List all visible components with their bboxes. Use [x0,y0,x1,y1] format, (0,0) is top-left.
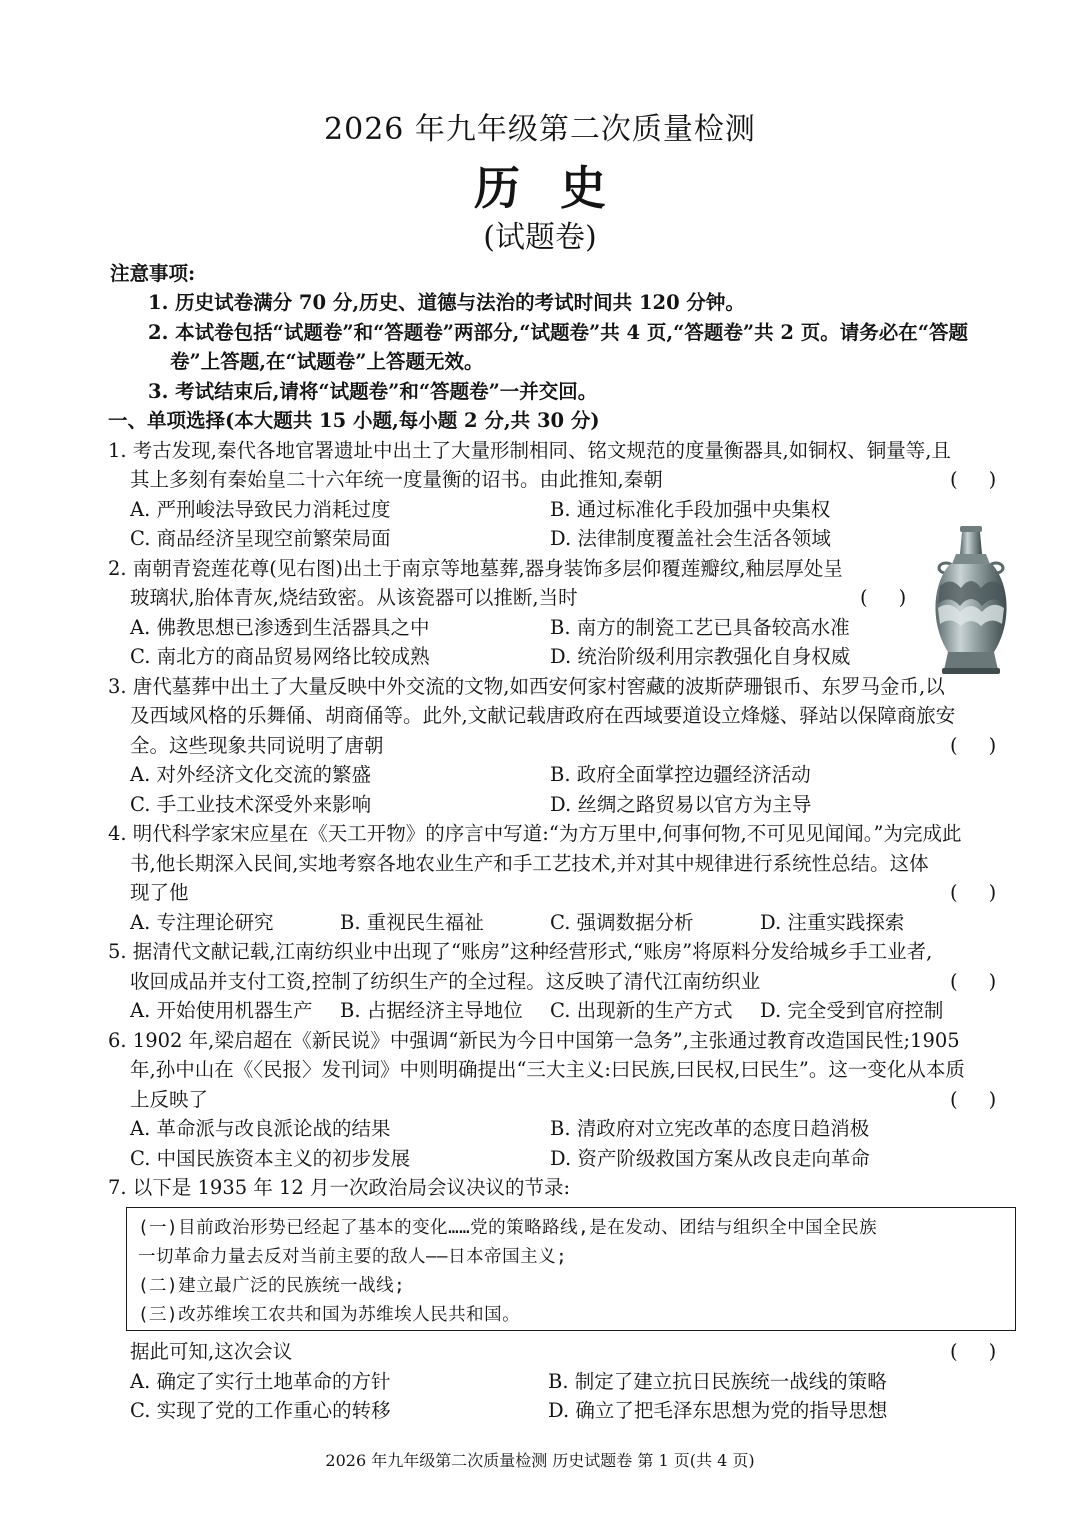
question-5-answer-paren: ( ) [950,970,997,993]
exam-title: 2026 年九年级第二次质量检测 [324,112,756,147]
question-1-option-c: C. 商品经济呈现空前繁荣局面 [130,527,391,550]
question-7-answer-paren: ( ) [950,1340,997,1363]
question-4-stem-1: 4. 明代科学家宋应星在《天工开物》的序言中写道:“为方万里中,何事何物,不可见见闻闻。”为完成此 [108,822,962,845]
question-3-stem-3: 全。这些现象共同说明了唐朝 [130,734,384,757]
question-4-option-d: D. 注重实践探索 [760,911,905,934]
paper-type: (试题卷) [483,220,597,255]
question-6-stem-2: 年,孙中山在《〈民报〉发刊词》中则明确提出“三大主义:曰民族,曰民权,曰民生”。这一变化从本质 [130,1058,965,1081]
question-5-stem-1: 5. 据清代文献记载,江南纺织业中出现了“账房”这种经营形式,“账房”将原料分发给城乡手工业者, [108,940,933,963]
question-1-option-b: B. 通过标准化手段加强中央集权 [550,498,831,521]
question-1-stem-2: 其上多刻有秦始皇二十六年统一度量衡的诏书。由此推知,秦朝 [130,468,663,491]
question-1-answer-paren: ( ) [950,468,997,491]
question-7-option-d: D. 确立了把毛泽东思想为党的指导思想 [548,1399,888,1422]
question-6-stem-3: 上反映了 [130,1088,209,1111]
question-7-option-c: C. 实现了党的工作重心的转移 [130,1399,391,1422]
notice-item-1: 1. 历史试卷满分 70 分,历史、道德与法治的考试时间共 120 分钟。 [148,291,745,314]
question-2-option-c: C. 南北方的商品贸易网络比较成熟 [130,645,430,668]
question-2-answer-paren: ( ) [860,586,907,609]
question-1-stem-1: 1. 考古发现,秦代各地官署遗址中出土了大量形制相同、铭文规范的度量衡器具,如铜权、铜量等,且 [108,439,951,462]
question-3-stem-2: 及西域风格的乐舞俑、胡商俑等。此外,文献记载唐政府在西域要道设立烽燧、驿站以保障商旅安 [130,704,956,727]
question-6-answer-paren: ( ) [950,1088,997,1111]
notice-item-2-cont: 卷”上答题,在“试题卷”上答题无效。 [170,350,484,373]
question-5-option-c: C. 出现新的生产方式 [550,999,733,1022]
question-2-stem-1: 2. 南朝青瓷莲花尊(见右图)出土于南京等地墓葬,器身装饰多层仰覆莲瓣纹,釉层厚处呈 [108,557,843,580]
page-footer: 2026 年九年级第二次质量检测 历史试题卷 第 1 页(共 4 页) [325,1451,755,1470]
question-7-prompt: 据此可知,这次会议 [130,1340,293,1363]
quote-line-1: (一)目前政治形势已经起了基本的变化……党的策略路线,是在发动、团结与组织全中国全民族 [138,1218,878,1238]
question-4-option-c: C. 强调数据分析 [550,911,694,934]
quote-line-2: 一切革命力量去反对当前主要的敌人——日本帝国主义; [138,1247,568,1267]
question-7-stem-1: 7. 以下是 1935 年 12 月一次政治局会议决议的节录: [108,1176,571,1199]
question-4-stem-2: 书,他长期深入民间,实地考察各地农业生产和手工艺技术,并对其中规律进行系统性总结。这体 [130,852,929,875]
question-3-stem-1: 3. 唐代墓葬中出土了大量反映中外交流的文物,如西安何家村窖藏的波斯萨珊银币、东罗马金币,以 [108,675,945,698]
question-3-option-a: A. 对外经济文化交流的繁盛 [130,763,371,786]
question-5-option-d: D. 完全受到官府控制 [760,999,944,1022]
question-3-option-b: B. 政府全面掌控边疆经济活动 [550,763,811,786]
notice-heading: 注意事项: [110,262,196,285]
notice-item-3: 3. 考试结束后,请将“试题卷”和“答题卷”一并交回。 [148,380,598,403]
question-7-option-a: A. 确定了实行土地革命的方针 [130,1370,391,1393]
question-5-option-a: A. 开始使用机器生产 [130,999,313,1022]
question-4-stem-3: 现了他 [130,881,189,904]
question-6-option-b: B. 清政府对立宪改革的态度日趋消极 [550,1117,870,1140]
question-2-option-a: A. 佛教思想已渗透到生活器具之中 [130,616,430,639]
question-1-option-d: D. 法律制度覆盖社会生活各领域 [550,527,831,550]
question-2-option-b: B. 南方的制瓷工艺已具备较高水准 [550,616,850,639]
section-heading: 一、单项选择(本大题共 15 小题,每小题 2 分,共 30 分) [108,409,600,432]
celadon-lotus-vase-image [926,524,1016,676]
question-6-option-d: D. 资产阶级救国方案从改良走向革命 [550,1147,870,1170]
quote-line-4: (三)改苏维埃工农共和国为苏维埃人民共和国。 [138,1305,521,1325]
question-5-option-b: B. 占据经济主导地位 [340,999,523,1022]
question-3-answer-paren: ( ) [950,734,997,757]
question-1-option-a: A. 严刑峻法导致民力消耗过度 [130,498,391,521]
question-7-option-b: B. 制定了建立抗日民族统一战线的策略 [548,1370,887,1393]
question-3-option-d: D. 丝绸之路贸易以官方为主导 [550,793,812,816]
question-3-option-c: C. 手工业技术深受外来影响 [130,793,372,816]
notice-item-2: 2. 本试卷包括“试题卷”和“答题卷”两部分,“试题卷”共 4 页,“答题卷”共 2 页。请务必在“答题 [148,321,968,344]
question-4-option-a: A. 专注理论研究 [130,911,274,934]
question-5-stem-2: 收回成品并支付工资,控制了纺织生产的全过程。这反映了清代江南纺织业 [130,970,761,993]
question-6-option-c: C. 中国民族资本主义的初步发展 [130,1147,411,1170]
question-4-answer-paren: ( ) [950,881,997,904]
quote-line-3: (二)建立最广泛的民族统一战线; [138,1276,406,1296]
question-2-option-d: D. 统治阶级利用宗教强化自身权威 [550,645,851,668]
question-6-option-a: A. 革命派与改良派论战的结果 [130,1117,391,1140]
question-4-option-b: B. 重视民生福祉 [340,911,484,934]
question-6-stem-1: 6. 1902 年,梁启超在《新民说》中强调“新民为今日中国第一急务”,主张通过教育改造国民性;1905 [108,1029,960,1052]
subject-title: 历史 [474,161,646,215]
question-2-stem-2: 玻璃状,胎体青灰,烧结致密。从该瓷器可以推断,当时 [130,586,578,609]
